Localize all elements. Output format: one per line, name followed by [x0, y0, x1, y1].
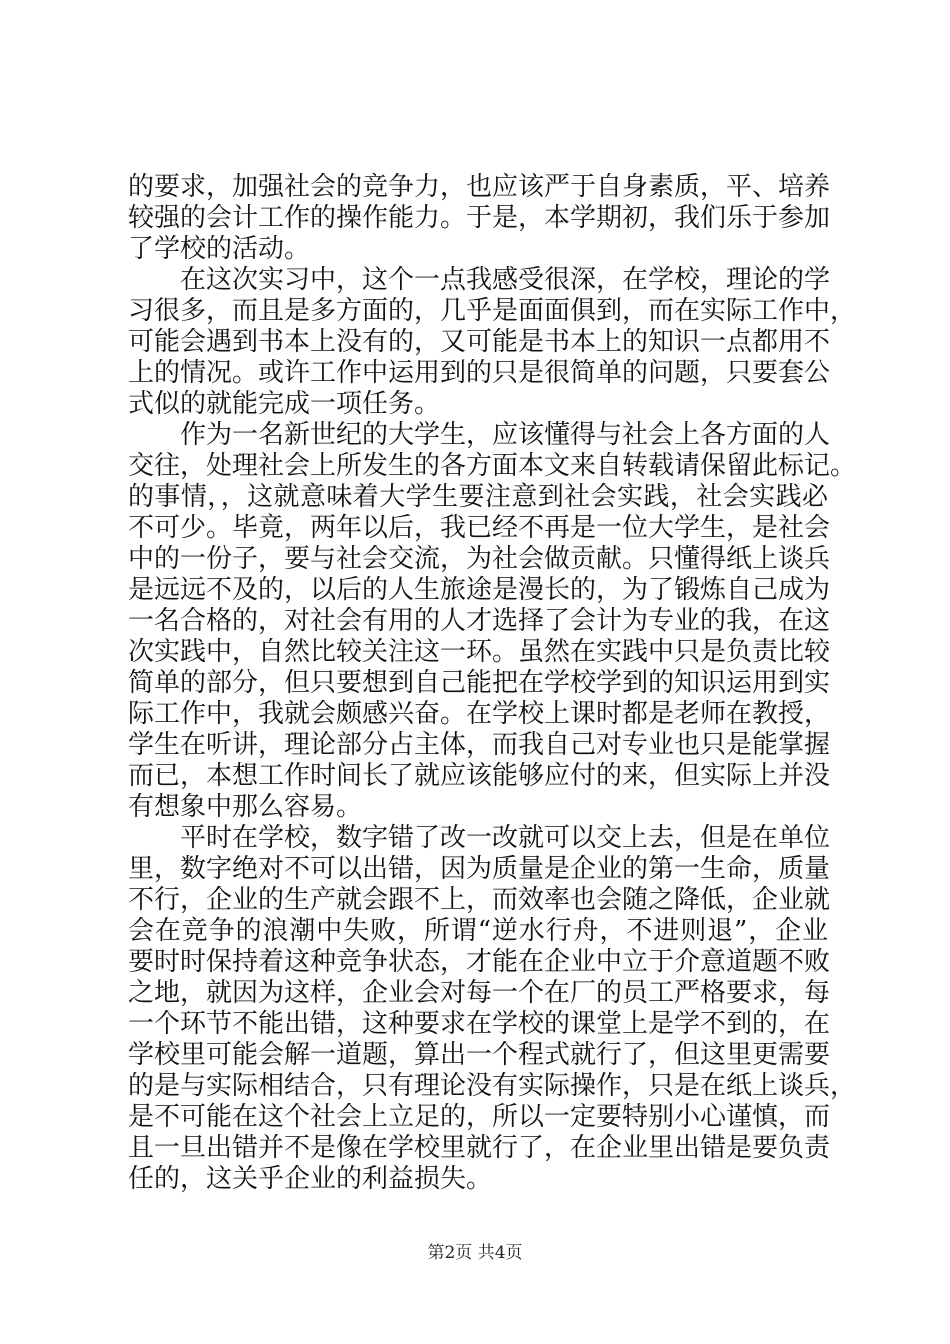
text-line: 学生在听讲，理论部分占主体，而我自己对专业也只是能掌握 — [128, 730, 831, 760]
paragraph-2 — [128, 265, 857, 420]
document-body — [128, 172, 857, 1195]
text-line: 之地，就因为这样，企业会对每一个在厂的员工严格要求，每 — [128, 978, 831, 1008]
text-line: 作为一名新世纪的大学生，应该懂得与社会上各方面的人 — [128, 420, 831, 450]
text-line: 会在竞争的浪潮中失败，所谓“逆水行舟，不进则退”，企业 — [128, 916, 828, 946]
text-line: 学校里可能会解一道题，算出一个程式就行了，但这里更需要 — [128, 1040, 831, 1070]
text-line: 式似的就能完成一项任务。 — [128, 389, 441, 419]
text-line: 不可少。毕竟，两年以后，我已经不再是一位大学生，是社会 — [128, 513, 831, 543]
paragraph-3 — [128, 420, 857, 823]
paragraph-4 — [128, 823, 857, 1195]
text-line: 且一旦出错并不是像在学校里就行了，在企业里出错是要负责 — [128, 1133, 831, 1163]
text-line: 际工作中，我就会颇感兴奋。在学校上课时都是老师在教授， — [128, 699, 831, 729]
text-line: 上的情况。或许工作中运用到的只是很简单的问题，只要套公 — [128, 358, 831, 388]
text-line: 了学校的活动。 — [128, 234, 311, 264]
text-line: 里，数字绝对不可以出错，因为质量是企业的第一生命，质量 — [128, 854, 831, 884]
text-line: 一名合格的，对社会有用的人才选择了会计为专业的我，在这 — [128, 606, 831, 636]
text-line: 的事情，，这就意味着大学生要注意到社会实践，社会实践必 — [128, 482, 828, 512]
text-line: 有想象中那么容易。 — [128, 792, 363, 822]
text-line: 交往，处理社会上所发生的各方面本文来自转载请保留此标记。 — [128, 451, 857, 481]
text-line: 一个环节不能出错，这种要求在学校的课堂上是学不到的，在 — [128, 1009, 831, 1039]
text-line: 简单的部分，但只要想到自己能把在学校学到的知识运用到实 — [128, 668, 831, 698]
text-line: 而已，本想工作时间长了就应该能够应付的来，但实际上并没 — [128, 761, 831, 791]
text-line: 是不可能在这个社会上立足的，所以一定要特别小心谨慎，而 — [128, 1102, 831, 1132]
text-line: 要时时保持着这种竞争状态，才能在企业中立于介意道题不败 — [128, 947, 831, 977]
text-line: 任的，这关乎企业的利益损失。 — [128, 1164, 493, 1194]
text-line: 中的一份子，要与社会交流，为社会做贡献。只懂得纸上谈兵 — [128, 544, 831, 574]
text-line: 的要求，加强社会的竞争力，也应该严于自身素质，平、培养 — [128, 172, 831, 202]
text-line: 习很多，而且是多方面的，几乎是面面俱到，而在实际工作中， — [128, 296, 857, 326]
text-line: 次实践中，自然比较关注这一环。虽然在实践中只是负责比较 — [128, 637, 831, 667]
text-line: 不行，企业的生产就会跟不上，而效率也会随之降低，企业就 — [128, 885, 831, 915]
text-line: 可能会遇到书本上没有的，又可能是书本上的知识一点都用不 — [128, 327, 831, 357]
text-line: 是远远不及的，以后的人生旅途是漫长的，为了锻炼自己成为 — [128, 575, 831, 605]
page-number-footer: 第2页 共4页 — [427, 1243, 523, 1263]
text-line: 在这次实习中，这个一点我感受很深，在学校，理论的学 — [128, 265, 831, 295]
paragraph-1 — [128, 172, 831, 265]
text-line: 平时在学校，数字错了改一改就可以交上去，但是在单位 — [128, 823, 831, 853]
text-line: 较强的会计工作的操作能力。于是，本学期初，我们乐于参加 — [128, 203, 831, 233]
text-line: 的是与实际相结合，只有理论没有实际操作，只是在纸上谈兵， — [128, 1071, 857, 1101]
